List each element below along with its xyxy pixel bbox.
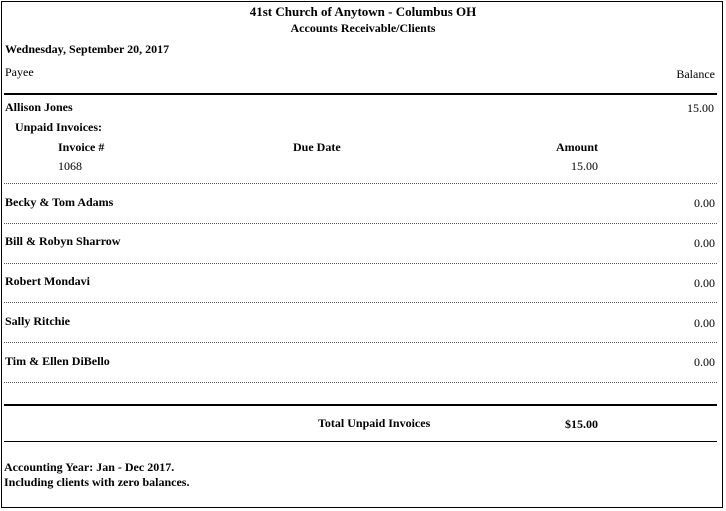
row-separator [4, 342, 717, 343]
report-title: Accounts Receivable/Clients [290, 21, 436, 35]
client-balance: 15.00 [687, 101, 714, 115]
footer-zero-balances-note: Including clients with zero balances. [4, 475, 190, 489]
org-name: 41st Church of Anytown - Columbus OH [249, 4, 477, 19]
client-name: Bill & Robyn Sharrow [5, 234, 121, 248]
col-header-payee: Payee [5, 65, 34, 79]
client-name: Allison Jones [5, 100, 73, 114]
header-rule [4, 93, 717, 95]
client-balance: 0.00 [694, 316, 715, 330]
col-header-balance: Balance [676, 67, 715, 81]
row-separator [4, 382, 717, 383]
amount-header: Amount [555, 140, 598, 154]
client-name: Tim & Ellen DiBello [5, 354, 110, 368]
report-frame [1, 1, 723, 508]
client-name: Sally Ritchie [5, 314, 70, 328]
footer-accounting-year: Accounting Year: Jan - Dec 2017. [4, 460, 175, 474]
invoice-amount: 15.00 [571, 159, 598, 173]
client-balance: 0.00 [694, 196, 715, 210]
due-date-header: Due Date [293, 140, 341, 154]
row-separator [4, 263, 717, 264]
row-separator [4, 183, 717, 184]
invoice-number-header: Invoice # [58, 140, 105, 154]
total-unpaid-value: $15.00 [565, 417, 598, 431]
client-name: Robert Mondavi [5, 274, 90, 288]
report-date: Wednesday, September 20, 2017 [5, 42, 170, 56]
total-unpaid-label: Total Unpaid Invoices [318, 416, 431, 430]
client-balance: 0.00 [694, 236, 715, 250]
unpaid-invoices-label: Unpaid Invoices: [15, 120, 103, 134]
totals-rule [4, 404, 717, 406]
client-balance: 0.00 [694, 355, 715, 369]
row-separator [4, 302, 717, 303]
footer-rule [4, 441, 717, 442]
invoice-number: 1068 [58, 159, 82, 173]
client-name: Becky & Tom Adams [5, 195, 114, 209]
row-separator [4, 223, 717, 224]
client-balance: 0.00 [694, 276, 715, 290]
